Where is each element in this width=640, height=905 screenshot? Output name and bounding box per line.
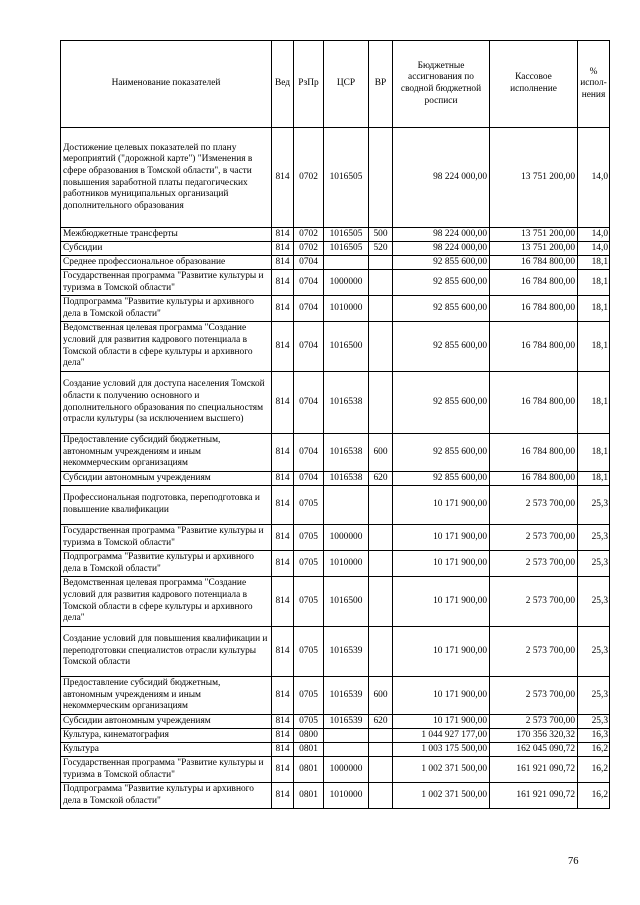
- table-row: [61, 434, 610, 472]
- cell-cash: 16 784 800,00: [490, 372, 578, 434]
- cell-vr: [369, 270, 393, 296]
- cell-cash: 161 921 090,72: [490, 783, 578, 809]
- cell-budget: 92 855 600,00: [393, 256, 490, 270]
- cell-vr: [369, 322, 393, 372]
- table-row: [61, 372, 610, 434]
- table-row: [61, 472, 610, 486]
- cell-ved: 814: [272, 128, 294, 228]
- cell-name: Государственная программа "Развитие культуры и туризма в Томской области": [61, 525, 272, 551]
- cell-name: Субсидии автономным учреждениям: [61, 472, 272, 486]
- cell-csr: 1016505: [324, 228, 369, 242]
- cell-rzpr: 0705: [294, 627, 324, 677]
- cell-cash: 2 573 700,00: [490, 627, 578, 677]
- cell-vr: 600: [369, 677, 393, 715]
- cell-csr: 1016505: [324, 128, 369, 228]
- cell-name: Достижение целевых показателей по плану мероприятий ("дорожной карте") "Изменения в сфере образования в Томской области", в части повышения заработной платы педагогических работников муниципальных организаций дополнительного образования: [61, 128, 272, 228]
- cell-budget: 92 855 600,00: [393, 296, 490, 322]
- cell-cash: 161 921 090,72: [490, 757, 578, 783]
- cell-budget: 1 002 371 500,00: [393, 783, 490, 809]
- cell-ved: 814: [272, 372, 294, 434]
- cell-cash: 2 573 700,00: [490, 677, 578, 715]
- cell-budget: 10 171 900,00: [393, 577, 490, 627]
- cell-csr: 1016538: [324, 372, 369, 434]
- cell-vr: [369, 729, 393, 743]
- cell-budget: 10 171 900,00: [393, 486, 490, 525]
- cell-cash: 2 573 700,00: [490, 525, 578, 551]
- cell-rzpr: 0705: [294, 551, 324, 577]
- header-budget: Бюджетные ассигнования по сводной бюджетной росписи: [393, 41, 490, 128]
- cell-cash: 2 573 700,00: [490, 577, 578, 627]
- cell-csr: 1010000: [324, 296, 369, 322]
- cell-ved: 814: [272, 757, 294, 783]
- cell-vr: [369, 296, 393, 322]
- table-body: [61, 128, 610, 809]
- cell-budget: 98 224 000,00: [393, 228, 490, 242]
- table-row: [61, 729, 610, 743]
- cell-csr: 1016500: [324, 322, 369, 372]
- cell-percent: 14,0: [578, 228, 610, 242]
- cell-name: Культура, кинематография: [61, 729, 272, 743]
- cell-budget: 10 171 900,00: [393, 715, 490, 729]
- header-rzpr: РзПр: [294, 41, 324, 128]
- cell-ved: 814: [272, 715, 294, 729]
- cell-csr: [324, 743, 369, 757]
- cell-budget: 10 171 900,00: [393, 677, 490, 715]
- cell-name: Субсидии: [61, 242, 272, 256]
- cell-rzpr: 0702: [294, 128, 324, 228]
- cell-percent: 16,3: [578, 729, 610, 743]
- cell-percent: 16,2: [578, 743, 610, 757]
- cell-percent: 18,1: [578, 256, 610, 270]
- cell-vr: [369, 486, 393, 525]
- cell-name: Профессиональная подготовка, переподготовка и повышение квалификации: [61, 486, 272, 525]
- cell-percent: 16,2: [578, 783, 610, 809]
- cell-percent: 25,3: [578, 627, 610, 677]
- cell-percent: 18,1: [578, 434, 610, 472]
- header-csr: ЦСР: [324, 41, 369, 128]
- cell-vr: [369, 128, 393, 228]
- cell-csr: [324, 486, 369, 525]
- cell-percent: 25,3: [578, 715, 610, 729]
- table-header-row: [61, 41, 610, 128]
- cell-budget: 10 171 900,00: [393, 525, 490, 551]
- cell-budget: 92 855 600,00: [393, 270, 490, 296]
- cell-ved: 814: [272, 486, 294, 525]
- cell-cash: 170 356 320,32: [490, 729, 578, 743]
- cell-name: Среднее профессиональное образование: [61, 256, 272, 270]
- cell-csr: [324, 256, 369, 270]
- cell-percent: 14,0: [578, 128, 610, 228]
- table-row: [61, 486, 610, 525]
- table-row: [61, 256, 610, 270]
- table-row: [61, 525, 610, 551]
- table-row: [61, 627, 610, 677]
- header-name: Наименование показателей: [61, 41, 272, 128]
- table-row: [61, 577, 610, 627]
- cell-csr: [324, 729, 369, 743]
- cell-ved: 814: [272, 322, 294, 372]
- cell-ved: 814: [272, 677, 294, 715]
- cell-vr: [369, 551, 393, 577]
- cell-name: Субсидии автономным учреждениям: [61, 715, 272, 729]
- cell-rzpr: 0702: [294, 242, 324, 256]
- cell-csr: 1000000: [324, 757, 369, 783]
- cell-budget: 92 855 600,00: [393, 434, 490, 472]
- cell-ved: 814: [272, 729, 294, 743]
- table-row: [61, 228, 610, 242]
- cell-budget: 1 044 927 177,00: [393, 729, 490, 743]
- cell-budget: 1 002 371 500,00: [393, 757, 490, 783]
- cell-percent: 25,3: [578, 551, 610, 577]
- cell-ved: 814: [272, 551, 294, 577]
- cell-percent: 18,1: [578, 296, 610, 322]
- cell-budget: 98 224 000,00: [393, 128, 490, 228]
- cell-budget: 10 171 900,00: [393, 551, 490, 577]
- cell-vr: [369, 577, 393, 627]
- cell-cash: 2 573 700,00: [490, 551, 578, 577]
- cell-csr: 1000000: [324, 270, 369, 296]
- cell-csr: 1016539: [324, 627, 369, 677]
- cell-csr: 1010000: [324, 783, 369, 809]
- cell-ved: 814: [272, 743, 294, 757]
- cell-name: Межбюджетные трансферты: [61, 228, 272, 242]
- cell-rzpr: 0801: [294, 783, 324, 809]
- cell-ved: 814: [272, 242, 294, 256]
- table-row: [61, 270, 610, 296]
- cell-name: Государственная программа "Развитие культуры и туризма в Томской области": [61, 757, 272, 783]
- cell-ved: 814: [272, 472, 294, 486]
- cell-percent: 18,1: [578, 472, 610, 486]
- cell-rzpr: 0801: [294, 743, 324, 757]
- table-row: [61, 783, 610, 809]
- header-vr: ВР: [369, 41, 393, 128]
- cell-rzpr: 0704: [294, 256, 324, 270]
- cell-budget: 98 224 000,00: [393, 242, 490, 256]
- cell-rzpr: 0702: [294, 228, 324, 242]
- cell-rzpr: 0705: [294, 486, 324, 525]
- cell-name: Культура: [61, 743, 272, 757]
- cell-vr: [369, 783, 393, 809]
- cell-name: Подпрограмма "Развитие культуры и архивного дела в Томской области": [61, 296, 272, 322]
- table-row: [61, 128, 610, 228]
- cell-rzpr: 0704: [294, 296, 324, 322]
- cell-rzpr: 0705: [294, 677, 324, 715]
- cell-ved: 814: [272, 577, 294, 627]
- cell-cash: 13 751 200,00: [490, 128, 578, 228]
- cell-name: Предоставление субсидий бюджетным, автономным учреждениям и иным некоммерческим организациям: [61, 434, 272, 472]
- cell-vr: 620: [369, 472, 393, 486]
- table-row: [61, 677, 610, 715]
- cell-vr: [369, 757, 393, 783]
- cell-cash: 16 784 800,00: [490, 472, 578, 486]
- cell-ved: 814: [272, 270, 294, 296]
- cell-percent: 18,1: [578, 270, 610, 296]
- cell-name: Ведомственная целевая программа "Создание условий для развития кадрового потенциала в Томской области в сфере культуры и архивного дела": [61, 577, 272, 627]
- cell-percent: 25,3: [578, 486, 610, 525]
- cell-name: Создание условий для повышения квалификации и переподготовки специалистов отрасли культуры Томской области: [61, 627, 272, 677]
- cell-vr: [369, 372, 393, 434]
- cell-cash: 2 573 700,00: [490, 486, 578, 525]
- cell-ved: 814: [272, 783, 294, 809]
- cell-name: Подпрограмма "Развитие культуры и архивного дела в Томской области": [61, 551, 272, 577]
- cell-vr: [369, 256, 393, 270]
- cell-vr: [369, 743, 393, 757]
- cell-vr: 520: [369, 242, 393, 256]
- cell-budget: 10 171 900,00: [393, 627, 490, 677]
- cell-percent: 25,3: [578, 577, 610, 627]
- cell-rzpr: 0705: [294, 715, 324, 729]
- table-row: [61, 551, 610, 577]
- cell-percent: 16,2: [578, 757, 610, 783]
- cell-percent: 14,0: [578, 242, 610, 256]
- cell-cash: 16 784 800,00: [490, 296, 578, 322]
- cell-cash: 16 784 800,00: [490, 434, 578, 472]
- cell-vr: [369, 525, 393, 551]
- cell-percent: 18,1: [578, 372, 610, 434]
- cell-percent: 18,1: [578, 322, 610, 372]
- cell-name: Создание условий для доступа населения Томской области к получению основного и дополнительного образования по специальностям отрасли культуры (за исключением высшего): [61, 372, 272, 434]
- header-percent: % испол-нения: [578, 41, 610, 128]
- table-row: [61, 242, 610, 256]
- cell-name: Ведомственная целевая программа "Создание условий для развития кадрового потенциала в Томской области в сфере культуры и архивного дела": [61, 322, 272, 372]
- cell-cash: 16 784 800,00: [490, 256, 578, 270]
- table-row: [61, 757, 610, 783]
- table-row: [61, 743, 610, 757]
- cell-rzpr: 0704: [294, 270, 324, 296]
- cell-csr: 1016539: [324, 715, 369, 729]
- cell-rzpr: 0704: [294, 472, 324, 486]
- cell-csr: 1016500: [324, 577, 369, 627]
- cell-vr: 500: [369, 228, 393, 242]
- cell-cash: 162 045 090,72: [490, 743, 578, 757]
- cell-cash: 2 573 700,00: [490, 715, 578, 729]
- cell-rzpr: 0704: [294, 434, 324, 472]
- cell-csr: 1016539: [324, 677, 369, 715]
- cell-budget: 92 855 600,00: [393, 322, 490, 372]
- cell-cash: 13 751 200,00: [490, 228, 578, 242]
- cell-ved: 814: [272, 296, 294, 322]
- cell-rzpr: 0800: [294, 729, 324, 743]
- cell-csr: 1016505: [324, 242, 369, 256]
- cell-vr: [369, 627, 393, 677]
- cell-ved: 814: [272, 228, 294, 242]
- cell-ved: 814: [272, 434, 294, 472]
- cell-ved: 814: [272, 525, 294, 551]
- cell-csr: 1016538: [324, 434, 369, 472]
- cell-rzpr: 0704: [294, 372, 324, 434]
- cell-vr: 620: [369, 715, 393, 729]
- cell-cash: 16 784 800,00: [490, 322, 578, 372]
- cell-budget: 92 855 600,00: [393, 372, 490, 434]
- cell-rzpr: 0705: [294, 525, 324, 551]
- table-row: [61, 715, 610, 729]
- cell-percent: 25,3: [578, 677, 610, 715]
- cell-ved: 814: [272, 627, 294, 677]
- cell-percent: 25,3: [578, 525, 610, 551]
- cell-budget: 1 003 175 500,00: [393, 743, 490, 757]
- cell-name: Государственная программа "Развитие культуры и туризма в Томской области": [61, 270, 272, 296]
- cell-ved: 814: [272, 256, 294, 270]
- cell-vr: 600: [369, 434, 393, 472]
- cell-csr: 1016538: [324, 472, 369, 486]
- cell-rzpr: 0801: [294, 757, 324, 783]
- cell-csr: 1010000: [324, 551, 369, 577]
- cell-rzpr: 0704: [294, 322, 324, 372]
- cell-csr: 1000000: [324, 525, 369, 551]
- cell-cash: 13 751 200,00: [490, 242, 578, 256]
- cell-name: Подпрограмма "Развитие культуры и архивного дела в Томской области": [61, 783, 272, 809]
- cell-cash: 16 784 800,00: [490, 270, 578, 296]
- table-row: [61, 296, 610, 322]
- page-number: 76: [568, 856, 579, 867]
- header-ved: Вед: [272, 41, 294, 128]
- table-row: [61, 322, 610, 372]
- cell-rzpr: 0705: [294, 577, 324, 627]
- budget-execution-table: [60, 40, 610, 809]
- cell-name: Предоставление субсидий бюджетным, автономным учреждениям и иным некоммерческим организациям: [61, 677, 272, 715]
- header-cash: Кассовое исполнение: [490, 41, 578, 128]
- cell-budget: 92 855 600,00: [393, 472, 490, 486]
